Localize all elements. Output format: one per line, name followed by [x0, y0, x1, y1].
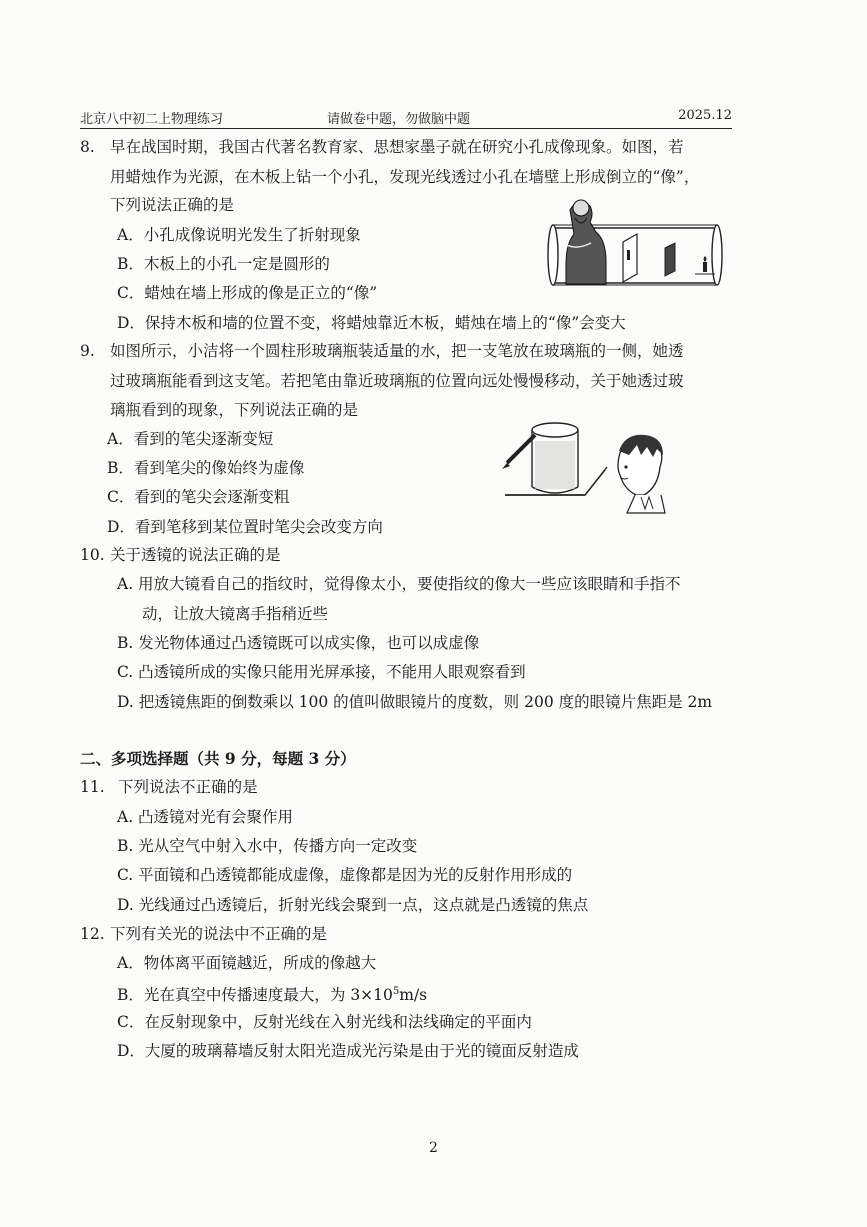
question-number: 9. — [80, 342, 95, 360]
option-b: B．木板上的小孔一定是圆形的 — [117, 255, 330, 273]
question-stem: 关于透镜的说法正确的是 — [110, 546, 281, 564]
header-right: 2025.12 — [678, 108, 732, 123]
exponent: 5 — [392, 986, 400, 997]
option-d: D．保持木板和墙的位置不变，将蜡烛靠近木板，蜡烛在墙上的“像”会变大 — [117, 314, 626, 332]
option-a: A．物体离平面镜越近，所成的像越大 — [117, 954, 377, 972]
option-a: A. 用放大镜看自己的指纹时，觉得像太小，要使指纹的像大一些应该眼睛和手指不 — [117, 575, 681, 593]
section-heading: 二、多项选择题（共 9 分，每题 3 分） — [80, 749, 356, 768]
option-a: A．小孔成像说明光发生了折射现象 — [117, 226, 361, 244]
option-d: D. 把透镜焦距的倒数乘以 100 的值叫做眼镜片的度数，则 200 度的眼镜片焦距是 2m — [117, 693, 713, 711]
question-stem-line: 璃瓶看到的现象，下列说法正确的是 — [110, 401, 359, 419]
header-left: 北京八中初二上物理练习 — [80, 112, 224, 127]
option-a-continued: 动，让放大镜离手指稍近些 — [142, 605, 329, 623]
question-number: 8. — [80, 138, 95, 156]
option-b — [117, 978, 427, 1009]
question-stem-line: 用蜡烛作为光源，在木板上钻一个小孔，发现光线透过小孔在墙壁上形成倒立的“像”， — [110, 168, 700, 186]
option-b: B. 光从空气中射入水中，传播方向一定改变 — [117, 837, 418, 855]
glass-bottle-figure — [495, 415, 685, 525]
question-stem-line: 如图所示，小洁将一个圆柱形玻璃瓶装适量的水，把一支笔放在玻璃瓶的一侧，她透 — [110, 342, 684, 360]
option-d: D．看到笔移到某位置时笔尖会改变方向 — [107, 518, 383, 536]
question-number: 10. — [80, 546, 105, 564]
question-stem: 下列有关光的说法中不正确的是 — [110, 925, 328, 943]
question-stem-line: 早在战国时期，我国古代著名教育家、思想家墨子就在研究小孔成像现象。如图，若 — [110, 138, 684, 156]
question-stem-line: 下列说法正确的是 — [110, 196, 235, 214]
header-center: 请做卷中题，勿做脑中题 — [327, 112, 471, 127]
option-c: C．蜡烛在墙上形成的像是正立的“像” — [117, 284, 378, 302]
option-b: B. 发光物体通过凸透镜既可以成实像，也可以成虚像 — [117, 634, 480, 652]
emphasis-char: 不 — [180, 778, 196, 796]
page-header — [80, 108, 732, 128]
page-number: 2 — [429, 1140, 438, 1156]
option-a: A．看到的笔尖逐渐变短 — [107, 430, 274, 448]
option-c: C. 凸透镜所成的实像只能用光屏承接，不能用人眼观察看到 — [117, 663, 526, 681]
option-c: C．在反射现象中，反射光线在入射光线和法线确定的平面内 — [117, 1013, 532, 1031]
unit: m/s — [399, 986, 428, 1005]
header-rule — [80, 128, 732, 129]
option-d: D．大厦的玻璃幕墙反射太阳光造成光污染是由于光的镜面反射造成 — [117, 1042, 579, 1060]
stem-text: 的是 — [226, 778, 258, 796]
option-b-text: B．光在真空中传播速度最大，为 3×10 — [117, 986, 393, 1005]
emphasis-char: 正 — [195, 778, 212, 796]
option-b: B．看到笔尖的像始终为虚像 — [107, 459, 305, 477]
pinhole-scroll-figure — [545, 190, 725, 295]
question-stem — [118, 773, 258, 801]
stem-text: 下列说法 — [118, 778, 181, 796]
option-c: C．看到的笔尖会逐渐变粗 — [107, 488, 290, 506]
question-number: 12. — [80, 925, 105, 943]
question-number: 11. — [80, 778, 105, 796]
emphasis-char: 确 — [211, 778, 227, 796]
option-a: A. 凸透镜对光有会聚作用 — [117, 808, 294, 826]
option-c: C. 平面镜和凸透镜都能成虚像，虚像都是因为光的反射作用形成的 — [117, 866, 573, 884]
option-d: D. 光线通过凸透镜后，折射光线会聚到一点，这点就是凸透镜的焦点 — [117, 896, 589, 914]
question-stem-line: 过玻璃瓶能看到这支笔。若把笔由靠近玻璃瓶的位置向远处慢慢移动，关于她透过玻 — [110, 372, 684, 390]
